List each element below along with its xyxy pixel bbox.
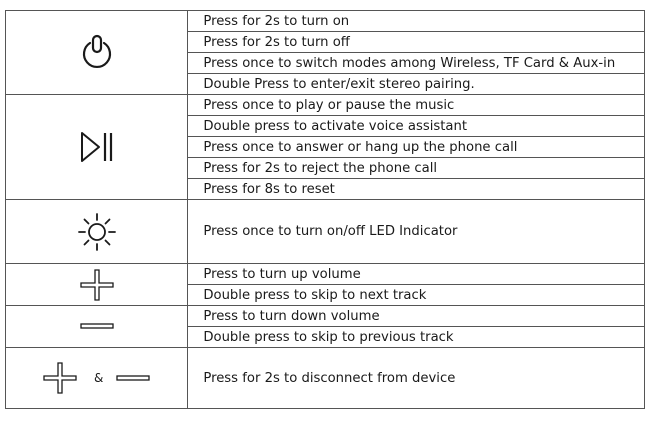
icon-cell-minus <box>6 306 188 348</box>
table-row <box>6 11 645 32</box>
row-description: Press once to switch modes among Wireless, TF Card & Aux-in <box>188 53 645 74</box>
minus-icon <box>79 321 115 331</box>
row-description: Double press to activate voice assistant <box>188 116 645 137</box>
minus-icon <box>115 373 151 383</box>
row-description: Double press to skip to previous track <box>188 327 645 348</box>
table-row <box>6 95 645 116</box>
icon-cell-plus <box>6 264 188 306</box>
table-row <box>6 348 645 409</box>
row-description: Press for 2s to turn off <box>188 32 645 53</box>
row-description: Press for 2s to disconnect from device <box>188 348 645 409</box>
icon-cell-led <box>6 200 188 264</box>
icon-cell-play-pause <box>6 95 188 200</box>
button-controls-table <box>5 10 645 409</box>
plus-icon <box>79 268 115 302</box>
icon-cell-power <box>6 11 188 95</box>
play-pause-icon <box>77 130 117 164</box>
row-description: Press for 2s to turn on <box>188 11 645 32</box>
row-description: Press for 2s to reject the phone call <box>188 158 645 179</box>
row-description: Press to turn up volume <box>188 264 645 285</box>
row-description: Double Press to enter/exit stereo pairing. <box>188 74 645 95</box>
row-description: Press for 8s to reset <box>188 179 645 200</box>
table-row <box>6 200 645 264</box>
row-description: Press once to play or pause the music <box>188 95 645 116</box>
row-description: Press to turn down volume <box>188 306 645 327</box>
led-light-icon <box>75 212 119 252</box>
plus-icon <box>42 361 78 395</box>
combo-ampersand: & <box>93 371 104 385</box>
power-icon <box>80 33 114 73</box>
row-description: Press once to turn on/off LED Indicator <box>188 200 645 264</box>
row-description: Double press to skip to next track <box>188 285 645 306</box>
table-row <box>6 264 645 285</box>
row-description: Press once to answer or hang up the phone call <box>188 137 645 158</box>
table-row <box>6 306 645 327</box>
icon-cell-plus-and-minus <box>6 348 188 409</box>
